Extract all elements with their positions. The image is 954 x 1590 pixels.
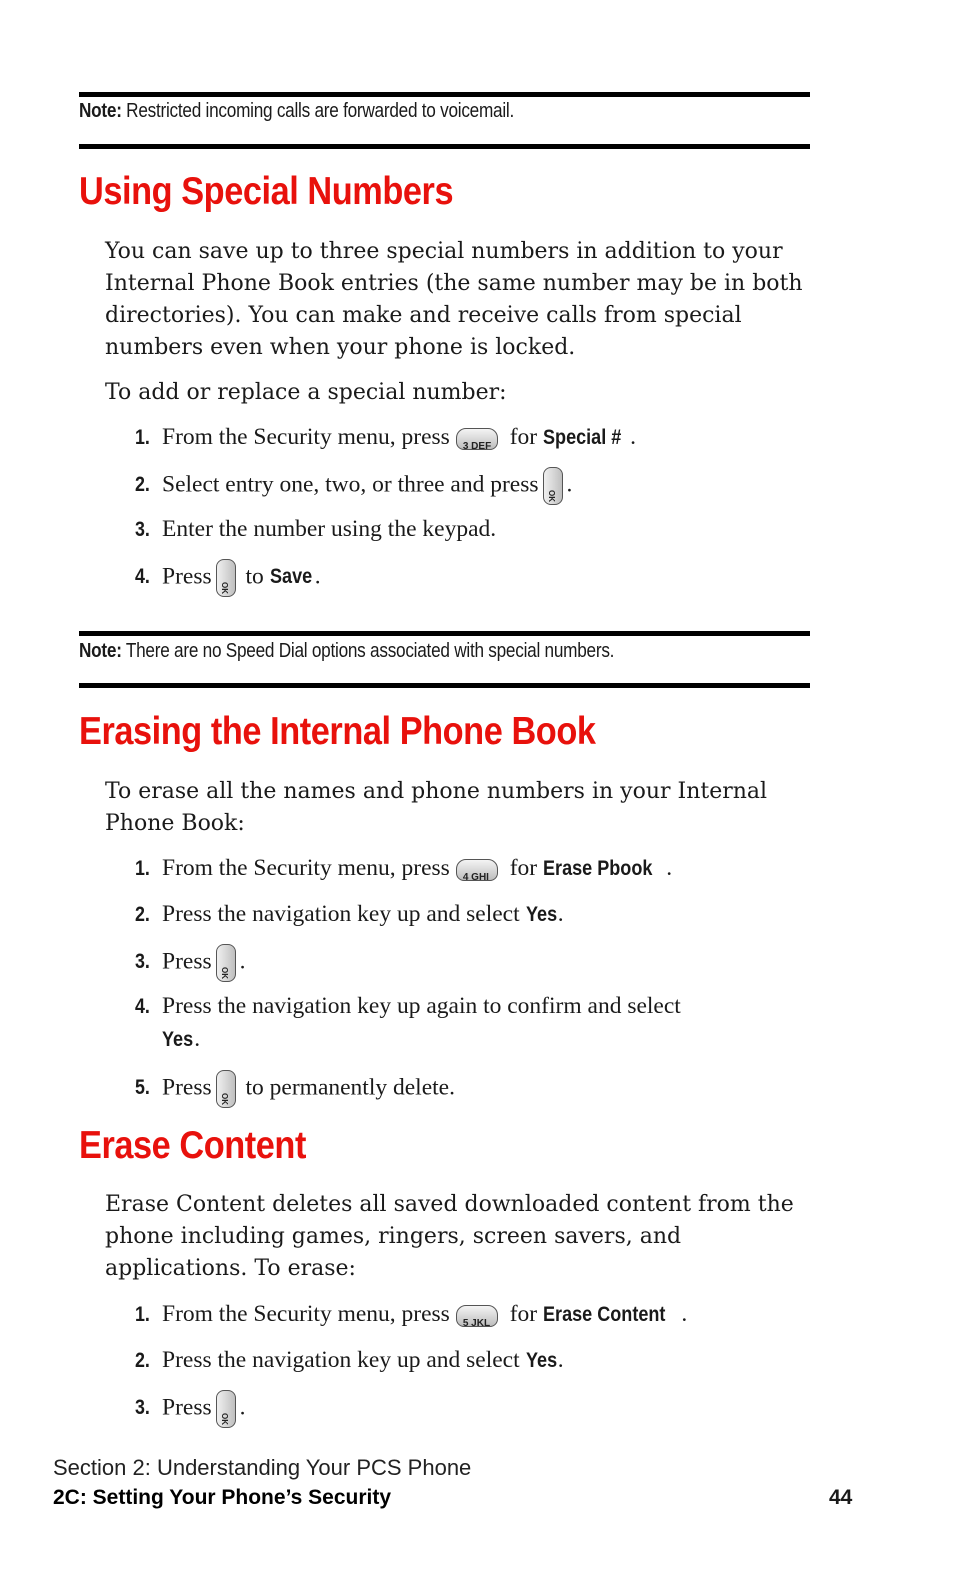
note-bottom-rule [79, 144, 810, 149]
paragraph-erase-phone-book-intro: To erase all the names and phone numbers in your Internal Phone Book: [105, 779, 768, 836]
page-number: 44 [829, 1486, 853, 1509]
step-4-erase-pbook: 4. Press the navigation key up again to confirm and select Yes. [135, 993, 681, 1052]
ok-key-icon: OK [216, 944, 236, 982]
ok-key-icon: OK [216, 1390, 236, 1428]
step-3-erase-content: 3. Press OK . [135, 1390, 815, 1428]
step-4-special: 4. Press OK to Save . [135, 559, 815, 597]
step-number: 1. [135, 1303, 150, 1326]
ok-key-icon: OK [216, 559, 236, 597]
footer-section-title: Section 2: Understanding Your PCS Phone [53, 1455, 472, 1480]
step-2-special: 2. Select entry one, two, or three and press OK . [135, 467, 815, 505]
step-5-erase-pbook: 5. Press OK to permanently delete. [135, 1070, 815, 1108]
step-number: 2. [135, 903, 150, 926]
heading-using-special-numbers: Using Special Numbers [79, 170, 454, 213]
key-4-ghi-icon: 4 GHI [456, 859, 498, 881]
step-number: 2. [135, 473, 150, 497]
note-speed-dial [79, 640, 708, 663]
note-bottom-rule [79, 683, 810, 688]
paragraph-erase-content-intro: Erase Content deletes all saved downloaded content from the phone including games, ringers, screen savers, and applications. To erase: [105, 1192, 794, 1281]
step-3-erase-pbook: 3. Press OK . [135, 944, 815, 982]
key-3-def-icon: 3 DEF [456, 428, 498, 450]
step-1-special: 1. From the Security menu, press 3 DEF for Special # . [135, 421, 815, 454]
heading-erase-content: Erase Content [79, 1124, 306, 1167]
step-number: 1. [135, 857, 150, 880]
step-3-special: 3. Enter the number using the keypad. [135, 513, 815, 546]
note-top-rule [79, 92, 810, 97]
note-label: Note: [79, 640, 122, 662]
step-number: 1. [135, 426, 150, 449]
step-1-erase-pbook: 1. From the Security menu, press 4 GHI for Erase Pbook . [135, 852, 815, 885]
note-text: Restricted incoming calls are forwarded to voicemail. [121, 100, 515, 122]
ok-key-icon: OK [543, 467, 563, 505]
footer-chapter-title: 2C: Setting Your Phone’s Security [53, 1486, 392, 1509]
step-1-erase-content: 1. From the Security menu, press 5 JKL for Erase Content . [135, 1298, 815, 1331]
step-number: 2. [135, 1349, 150, 1372]
step-number: 5. [135, 1076, 150, 1100]
step-2-erase-content: 2. Press the navigation key up and select Yes. [135, 1344, 815, 1377]
ok-key-icon: OK [216, 1070, 236, 1108]
note-text: There are no Speed Dial options associated with special numbers. [121, 640, 615, 662]
paragraph-special-numbers-intro: You can save up to three special numbers in addition to your Internal Phone Book entries (the same number may be in both directories). You can make and receive calls from special numbers even when your phone is locked. [105, 239, 803, 360]
step-number: 3. [135, 1396, 150, 1420]
note-restricted-calls [79, 100, 708, 123]
paragraph-add-special-number: To add or replace a special number: [105, 380, 507, 405]
step-number: 4. [135, 995, 150, 1018]
key-5-jkl-icon: 5 JKL [456, 1305, 498, 1327]
step-number: 3. [135, 518, 150, 541]
step-number: 3. [135, 950, 150, 974]
note-top-rule [79, 631, 810, 636]
note-label: Note: [79, 100, 122, 122]
heading-erasing-phone-book: Erasing the Internal Phone Book [79, 710, 596, 753]
step-2-erase-pbook: 2. Press the navigation key up and select Yes. [135, 898, 815, 931]
step-number: 4. [135, 565, 150, 589]
